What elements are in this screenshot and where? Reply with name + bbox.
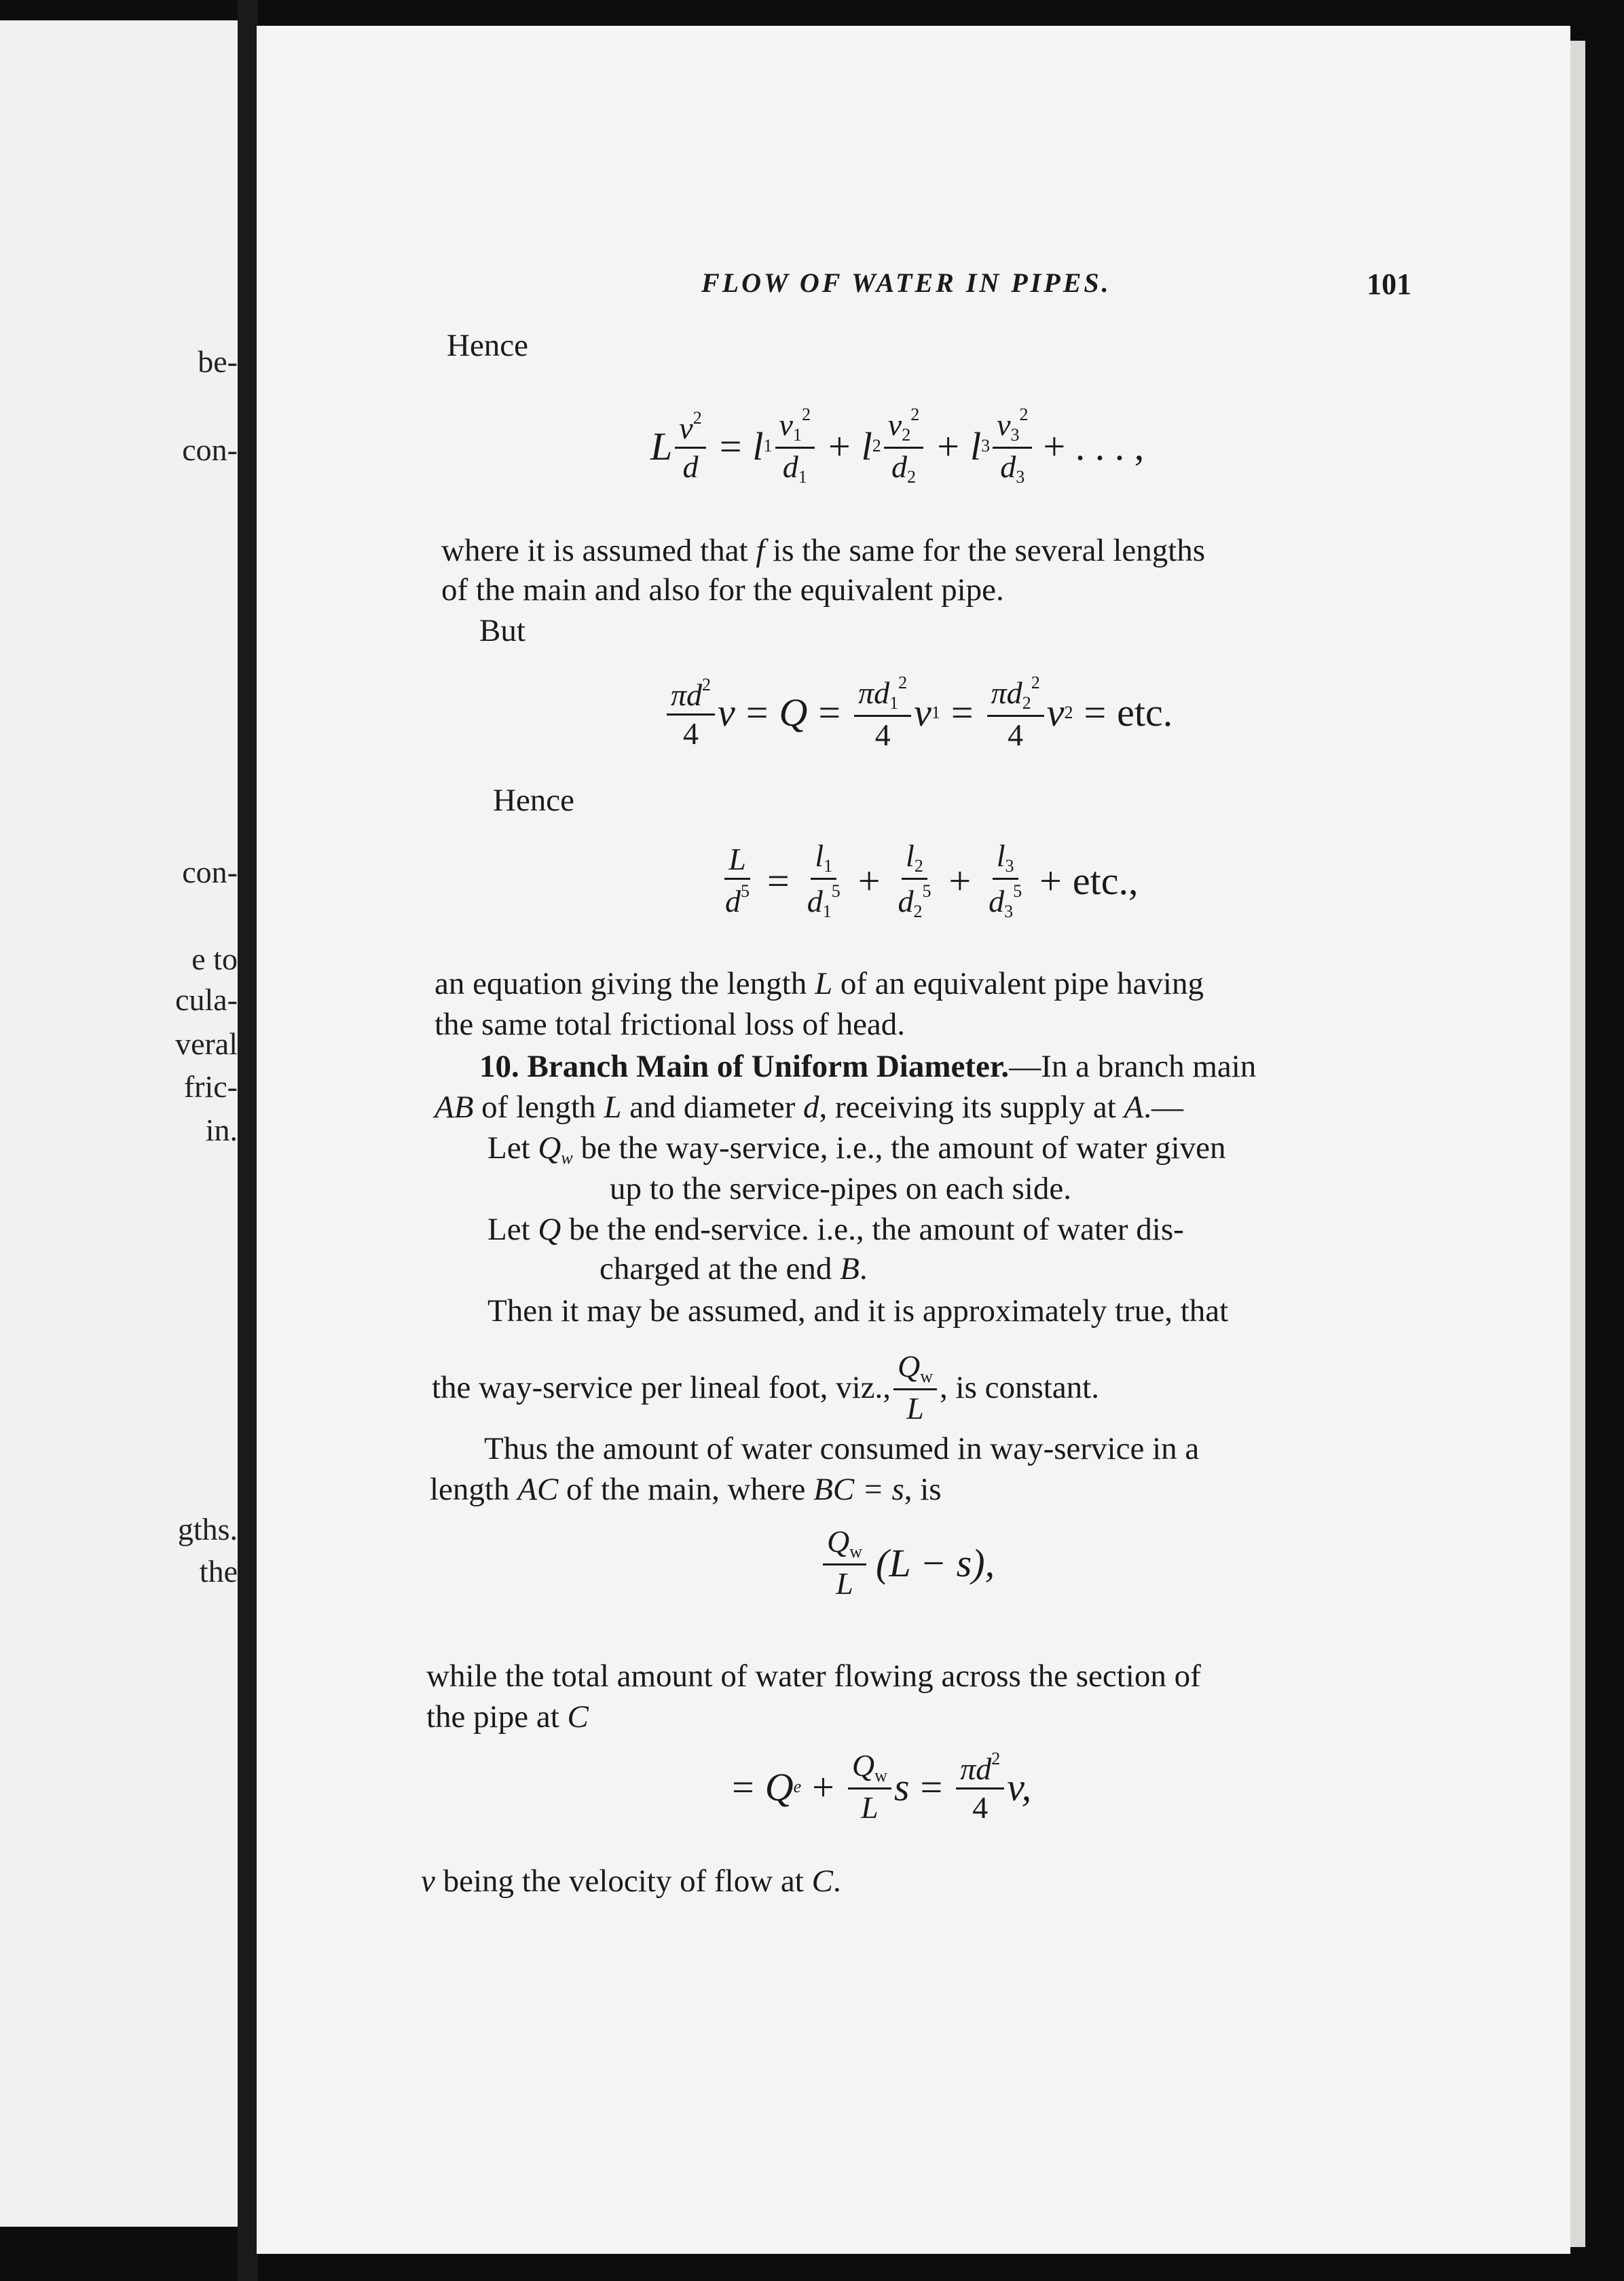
left-page-fragment bbox=[0, 20, 238, 2227]
left-fragment: the bbox=[199, 1554, 238, 1589]
book-gutter bbox=[238, 0, 258, 2281]
paragraph-thus-line1: Thus the amount of water consumed in way-service in a bbox=[484, 1431, 1200, 1466]
left-fragment: cula- bbox=[175, 982, 238, 1017]
paragraph-thus-line2: length AC of the main, where BC = s, is bbox=[430, 1472, 942, 1507]
page-number: 101 bbox=[1367, 267, 1411, 301]
paragraph-then-line1: Then it may be assumed, and it is approximately true, that bbox=[487, 1293, 1229, 1329]
left-fragment: be- bbox=[198, 344, 238, 379]
paragraph-while-line2: the pipe at C bbox=[426, 1699, 589, 1735]
hence-label: Hence bbox=[447, 328, 529, 363]
paragraph-assumed-line1: where it is assumed that f is the same for the several lengths bbox=[441, 533, 1206, 568]
section-10-heading: 10. Branch Main of Uniform Diameter.—In a branch main bbox=[479, 1049, 1257, 1084]
but-label: But bbox=[479, 613, 525, 648]
section-10-line2: AB of length L and diameter d, receiving its supply at A.— bbox=[435, 1090, 1183, 1125]
paragraph-while-line1: while the total amount of water flowing across the section of bbox=[426, 1658, 1201, 1694]
left-fragment: con- bbox=[182, 432, 238, 467]
equation-4: $\frac{Q_w}{L}$ (L − s), bbox=[820, 1526, 995, 1599]
paragraph-assumed-line2: of the main and also for the equivalent pipe. bbox=[441, 572, 1004, 608]
left-fragment: fric- bbox=[183, 1069, 238, 1104]
equation-2: $\frac{\pi d^2}{4}$ v = Q = $\frac{\pi d_1^2}{4}$ v 1 = $\frac{\pi d_2^2}{4}$ v 2 = etc. bbox=[664, 674, 1173, 751]
left-fragment: in. bbox=[205, 1113, 238, 1147]
left-fragment: con- bbox=[182, 855, 238, 889]
let-way-service-line1: Let $Q_w$ be the way-service, i.e., the amount of water given bbox=[487, 1130, 1226, 1168]
book-page bbox=[257, 26, 1570, 2254]
let-way-service-line2: up to the service-pipes on each side. bbox=[610, 1171, 1071, 1206]
paragraph-then-line2: the way-service per lineal foot, viz., $\frac{Q_w}{L}$ , is constant. bbox=[432, 1349, 1099, 1426]
page-edge bbox=[1570, 41, 1585, 2247]
left-fragment: gths. bbox=[177, 1512, 238, 1546]
equation-1: L $\frac{v^2}{d}$ = l 1 $\frac{v_1^2}{d_1}$ + l 2 $\frac{v_2^2}{d_2}$ + l 3 $\frac{v_3^2}{d_3}$ + . . . , bbox=[650, 405, 1145, 487]
left-fragment: veral bbox=[175, 1026, 238, 1061]
paragraph-equation-line1: an equation giving the length L of an equivalent pipe having bbox=[435, 966, 1204, 1001]
running-title: FLOW OF WATER IN PIPES. bbox=[701, 267, 1111, 298]
let-end-service-line1: Let Q be the end-service. i.e., the amount of water dis- bbox=[487, 1212, 1184, 1247]
left-fragment: e to bbox=[191, 942, 238, 976]
paragraph-equation-line2: the same total frictional loss of head. bbox=[435, 1007, 906, 1042]
let-end-service-line2: charged at the end B. bbox=[599, 1251, 868, 1286]
equation-5: = Q e + $\frac{Q_w}{L}$ s = $\frac{\pi d^2}{4}$ v, bbox=[732, 1748, 1032, 1825]
equation-3: $\frac{L}{d^5}$ = $\frac{l_1}{d_1^5}$ + $\frac{l_2}{d_2^5}$ + $\frac{l_3}{d_3^5}$ + etc., bbox=[725, 838, 1139, 921]
paragraph-last: v being the velocity of flow at C. bbox=[421, 1863, 841, 1899]
hence-label-2: Hence bbox=[493, 783, 575, 818]
